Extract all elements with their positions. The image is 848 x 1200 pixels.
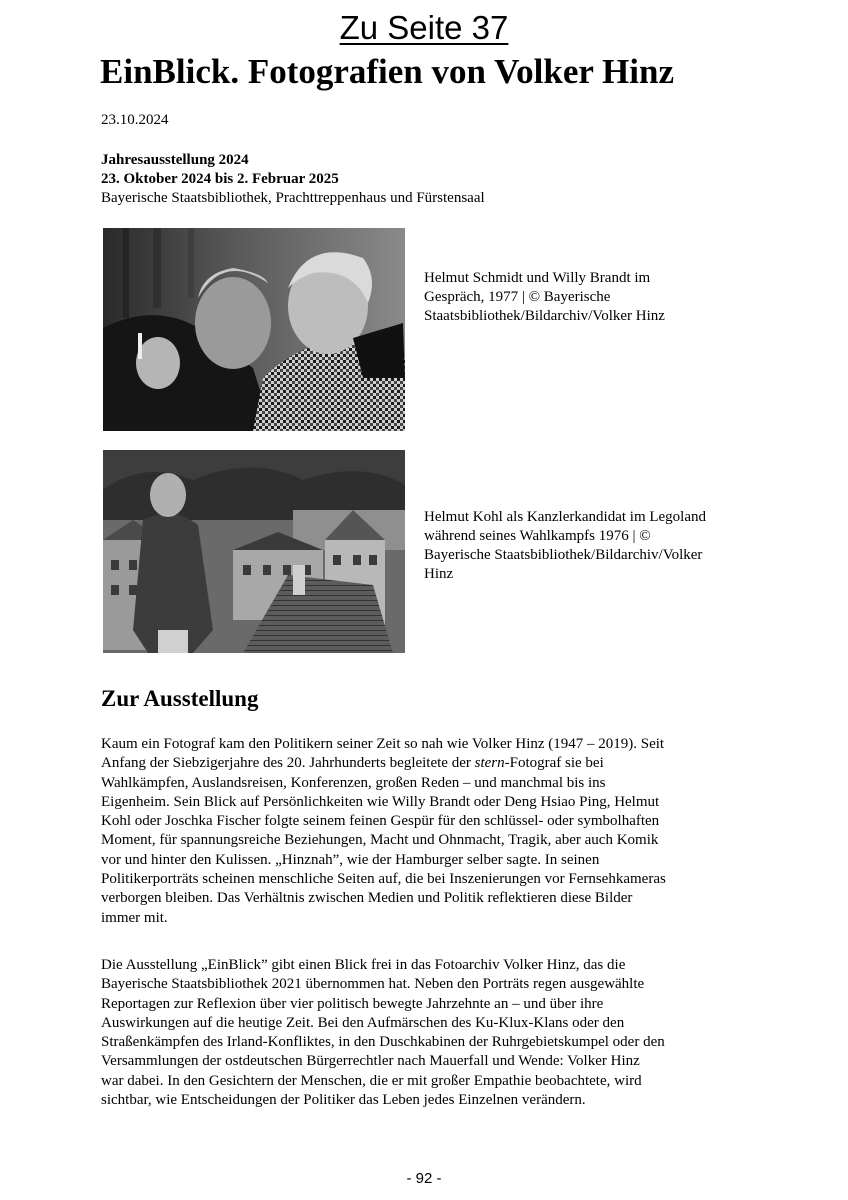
caption-line: Bayerische Staatsbibliothek/Bildarchiv/Volker [424, 547, 703, 563]
text-line: Kaum ein Fotograf kam den Politikern seiner Zeit so nah wie Volker Hinz (1947 – 2019). Seit [101, 736, 665, 752]
text-line: Versammlungen der ostdeutschen Bürgerrechtler nach Mauerfall und Wende: Volker Hinz [101, 1053, 640, 1070]
text-line: Wahlkämpfen, Auslandsreisen, Konferenzen, großen Reden – und manchmal bis ins [101, 774, 606, 791]
text-fragment: -Fotograf sie bei [504, 755, 604, 772]
page-number: - 92 - [406, 1170, 442, 1187]
caption-line: Hinz [424, 566, 454, 582]
text-line: Kohl oder Joschka Fischer folgte seinem feinen Gespür für den schlüssel- oder symbolhaften [101, 813, 660, 830]
text-line [101, 754, 761, 773]
text-line: immer mit. [101, 909, 168, 926]
text-line: Bayerische Staatsbibliothek 2021 übernommen hat. Neben den Porträts regen ausgewählte [101, 976, 645, 993]
photo-caption-kohl-legoland [424, 508, 764, 584]
photo-caption-schmidt-brandt [424, 269, 764, 326]
photo-kohl-legoland [103, 450, 405, 653]
page-reference: Zu Seite 37 [339, 9, 509, 46]
text-line: war dabei. In den Gesichtern der Menschen, die er mit großer Empathie beobachtete, wird [101, 1072, 642, 1089]
text-line: sichtbar, wie Entscheidungen der Politiker das Leben jedes Einzelnen verändern. [101, 1092, 586, 1109]
event-info [101, 151, 485, 208]
text-line: vor und hinter den Kulissen. „Hinznah”, wie der Hamburger selber sagte. In seinen [101, 851, 600, 868]
caption-line: Helmut Kohl als Kanzlerkandidat im Legoland [424, 509, 707, 525]
magazine-name: stern [474, 755, 505, 772]
text-line: Politikerporträts scheinen menschliche Seiten auf, die bei Inszenierungen vor Fernsehkameras [101, 871, 666, 888]
event-dates: 23. Oktober 2024 bis 2. Februar 2025 [101, 171, 339, 187]
text-line: Reportagen zur Reflexion über vier politisch bewegte Jahrzehnte an – und über ihre [101, 995, 604, 1012]
photo-schmidt-brandt [103, 228, 405, 431]
page-title: EinBlick. Fotografien von Volker Hinz [100, 52, 674, 91]
text-line: Eigenheim. Sein Blick auf Persönlichkeiten wie Willy Brandt oder Deng Hsiao Ping, Helmut [101, 793, 660, 810]
text-line: verborgen bleiben. Das Verhältnis zwischen Medien und Politik reflektieren diese Bilder [101, 890, 633, 907]
publish-date: 23.10.2024 [101, 112, 169, 128]
caption-line: Gespräch, 1977 | © Bayerische [424, 289, 611, 305]
event-location: Bayerische Staatsbibliothek, Prachttreppenhaus und Fürstensaal [101, 190, 485, 206]
section-heading: Zur Ausstellung [101, 686, 259, 711]
text-line: Die Ausstellung „EinBlick” gibt einen Blick frei in das Fotoarchiv Volker Hinz, das die [101, 957, 626, 973]
event-label: Jahresausstellung 2024 [101, 152, 249, 168]
caption-line: Helmut Schmidt und Willy Brandt im [424, 270, 651, 286]
text-line: Straßenkämpfen des Irland-Konfliktes, in den Duschkabinen der Ruhrgebietskumpel oder den [101, 1034, 665, 1051]
caption-line: Staatsbibliothek/Bildarchiv/Volker Hinz [424, 308, 665, 324]
body-paragraph-1 [101, 735, 761, 928]
text-fragment: Anfang der Siebzigerjahre des 20. Jahrhunderts begleitete der [101, 755, 475, 772]
text-line: Auswirkungen auf die heutige Zeit. Bei den Aufmärschen des Ku-Klux-Klans oder den [101, 1014, 625, 1031]
caption-line: während seines Wahlkampfs 1976 | © [424, 528, 651, 544]
text-line: Moment, für spannungsreiche Beziehungen, Macht und Ohnmacht, Tragik, aber auch Komik [101, 832, 659, 849]
body-paragraph-2 [101, 956, 761, 1110]
